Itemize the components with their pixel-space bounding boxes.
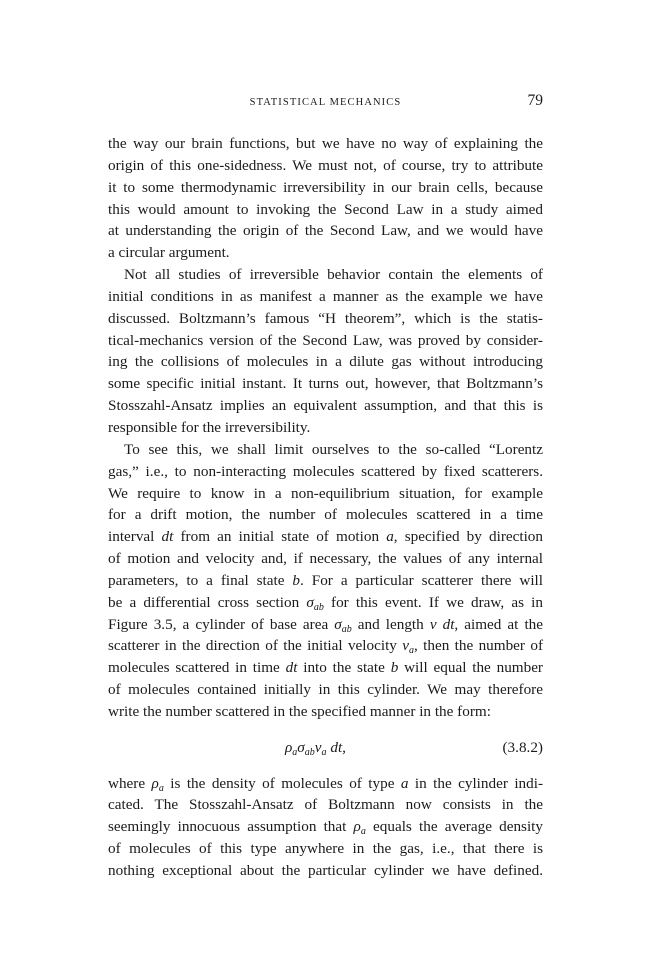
text-line: write the number scattered in the specified manner in the form: [108,702,491,720]
text-line: ing the collisions of molecules in a dilute gas without introducing [108,353,543,371]
paragraph-3 [108,439,543,723]
text-line: where $\rho_a$ is the density of molecules of type a in the cylinder indi- [108,774,544,794]
text-line: origin of this one-sidedness. We must not, of course, try to attribute [108,156,543,174]
text-line: of motion and velocity and, if necessary, the values of any internal [108,550,543,568]
paragraph-1 [108,133,543,264]
equation-block [108,737,543,759]
text-line: tical-mechanics version of the Second Law, was proved by consider- [108,331,543,349]
page-header [108,92,543,114]
text-line: some specific initial instant. It turns out, however, that Boltzmann’s [108,375,543,393]
text-line: parameters, to a final state b. For a particular scatterer there will [108,571,543,589]
text-line: nothing exceptional about the particular cylinder we have defined. [108,862,543,879]
text-line: be a differential cross section $\sigma_{ab}$ for this event. If we draw, as in [108,593,543,613]
text-line: gas,” i.e., to non-interacting molecules scattered by fixed scatterers. [108,462,543,480]
body-text [108,133,543,882]
text-line: scatterer in the direction of the initial velocity $v_a$, then the number of [108,637,543,657]
text-line: discussed. Boltzmann’s famous “H theorem”, which is the statis- [108,309,543,327]
text-line: Not all studies of irreversible behavior contain the elements of [124,266,543,284]
paragraph-4 [108,773,543,882]
equation-number: (3.8.2) [502,738,543,756]
text-line: cated. The Stosszahl-Ansatz of Boltzmann now consists in the [108,796,543,814]
text-line: We require to know in a non-equilibrium situation, for example [108,484,543,502]
running-head: STATISTICAL MECHANICS [249,97,402,108]
text-line: responsible for the irreversibility. [108,418,311,436]
text-line: To see this, we shall limit ourselves to the so-called “Lorentz [124,440,543,458]
text-line: interval dt from an initial state of motion a, specified by direction [108,528,543,546]
text-line: at understanding the origin of the Second Law, and we would have [108,222,543,240]
text-line: Stosszahl-Ansatz implies an equivalent assumption, and that this is [108,397,543,415]
paragraph-2 [108,264,543,439]
equation: $\rho_a\sigma_{ab}v_a$ dt, [285,738,346,758]
text-line: a circular argument. [108,244,230,262]
text-line: the way our brain functions, but we have no way of explaining the [108,135,543,152]
page-number: 79 [527,92,543,109]
text-line: initial conditions in as manifest a manner as the example we have [108,287,543,305]
text-line: Figure 3.5, a cylinder of base area $\sigma_{ab}$ and length v dt, aimed at the [108,615,544,635]
text-line: molecules scattered in time dt into the state b will equal the number [108,659,543,677]
text-line: for a drift motion, the number of molecules scattered in a time [108,506,543,524]
text-line: this would amount to invoking the Second Law in a study aimed [108,200,543,218]
text-line: of molecules of this type anywhere in the gas, i.e., that there is [108,840,543,858]
text-line: it to some thermodynamic irreversibility in our brain cells, because [108,178,543,196]
text-line: of molecules contained initially in this cylinder. We may therefore [108,681,543,699]
text-line: seemingly innocuous assumption that $\rho_a$ equals the average density [108,818,543,838]
